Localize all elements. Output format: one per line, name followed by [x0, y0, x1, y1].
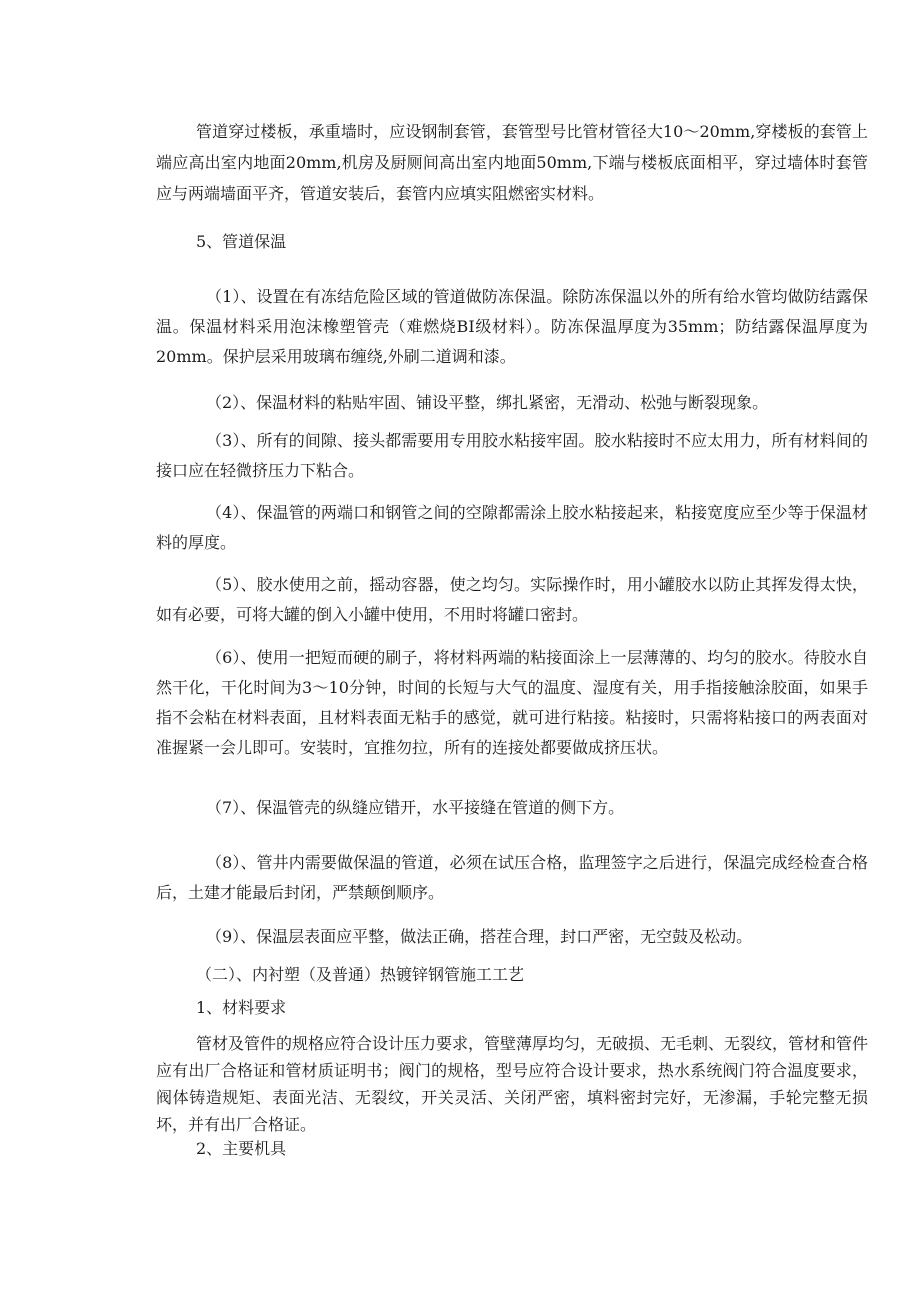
insulation-item-2: （2）、保温材料的粘贴牢固、铺设平整，绑扎紧密，无滑动、松弛与断裂现象。 [206, 393, 769, 412]
insulation-item-9: （9）、保温层表面应平整，做法正确，搭茬合理，封口严密，无空鼓及松动。 [206, 927, 753, 946]
insulation-item-7: （7）、保温管壳的纵缝应错开，水平接缝在管道的侧下方。 [206, 798, 625, 817]
insulation-item-5: （5）、胶水使用之前，摇动容器，使之均匀。实际操作时，用小罐胶水以防止其挥发得太快，如有必要，可将大罐的倒入小罐中使用，不用时将罐口密封。 [156, 575, 868, 624]
sleeve-paragraph: 管道穿过楼板，承重墙时，应设钢制套管，套管型号比管材管径大10～20mm,穿楼板的套管上端应高出室内地面20mm,机房及厨厕间高出室内地面50mm,下端与楼板底面相平，穿过墙体时套管应与两端墙面平齐，管道安装后，套管内应填实阻燃密实材料。 [156, 122, 868, 203]
section-5-heading: 5、管道保温 [196, 232, 287, 251]
materials-paragraph: 管材及管件的规格应符合设计压力要求，管壁薄厚均匀，无破损、无毛刺、无裂纹，管材和管件应有出厂合格证和管材质证明书；阀门的规格，型号应符合设计要求，热水系统阀门符合温度要求，阀体铸造规矩、表面光洁、无裂纹，开关灵活、关闭严密，填料密封完好，无渗漏，手轮完整无损坏，并有出厂合格证。 [156, 1034, 869, 1134]
insulation-item-8: （8）、管井内需要做保温的管道，必须在试压合格，监理签字之后进行，保温完成经检查合格后，土建才能最后封闭，严禁颠倒顺序。 [156, 853, 868, 902]
insulation-item-6: （6）、使用一把短而硬的刷子，将材料两端的粘接面涂上一层薄薄的、均匀的胶水。待胶水自然干化，干化时间为3～10分钟，时间的长短与大气的温度、湿度有关，用手指接触涂胶面，如果手指不会粘在材料表面，且材料表面无粘手的感觉，就可进行粘接。粘接时，只需将粘接口的两表面对准握紧一会儿即可。安装时，宜推勿拉，所有的连接处都要做成挤压状。 [156, 648, 868, 757]
section-2-heading: （二）、内衬塑（及普通）热镀锌钢管施工工艺 [196, 965, 525, 984]
insulation-item-1: （1）、设置在有冻结危险区域的管道做防冻保温。除防冻保温以外的所有给水管均做防结露保温。保温材料采用泡沫橡塑管壳（难燃烧BI级材料）。防冻保温厚度为35mm；防结露保温厚度为20mm。保护层采用玻璃布缠绕,外刷二道调和漆。 [156, 287, 868, 366]
tools-heading: 2、主要机具 [196, 1139, 287, 1158]
insulation-item-4: （4）、保温管的两端口和钢管之间的空隙都需涂上胶水粘接起来，粘接宽度应至少等于保温材料的厚度。 [156, 503, 868, 552]
materials-heading: 1、材料要求 [196, 998, 287, 1017]
insulation-item-3: （3）、所有的间隙、接头都需要用专用胶水粘接牢固。胶水粘接时不应太用力，所有材料间的接口应在轻微挤压力下粘合。 [156, 431, 868, 480]
